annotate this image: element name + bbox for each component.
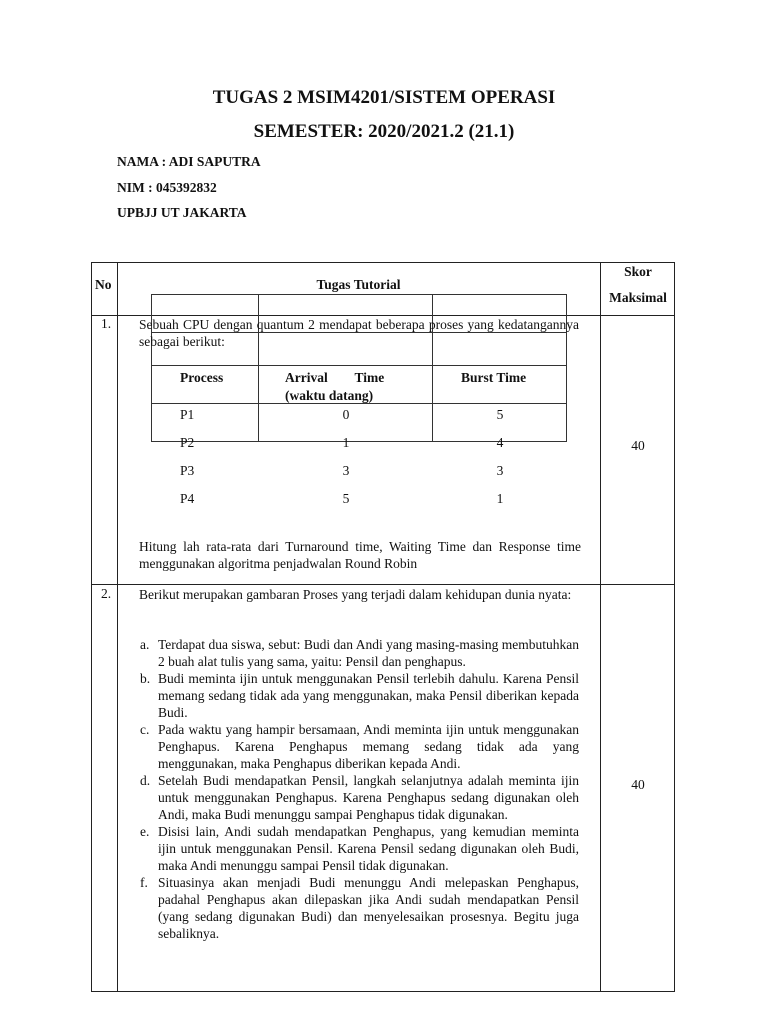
row-number-2: 2. <box>101 586 112 601</box>
process-cell: P2 <box>180 435 195 450</box>
scenario-list <box>136 636 579 942</box>
document-subtitle-semester: SEMESTER: 2020/2021.2 (21.1) <box>253 121 515 142</box>
student-name: NAMA : ADI SAPUTRA <box>117 154 261 169</box>
question-1-intro: Sebuah CPU dengan quantum 2 mendapat beberapa proses yang kedatangannya sebagai berikut: <box>139 317 579 349</box>
question-1-task: Hitung lah rata-rata dari Turnaround time, Waiting Time dan Response time menggunakan algoritma penjadwalan Round Robin <box>139 539 581 571</box>
score-row-1: 40 <box>631 438 645 453</box>
burst-cell: 1 <box>496 491 504 506</box>
question-2-intro: Berikut merupakan gambaran Proses yang terjadi dalam kehidupan dunia nyata: <box>139 587 572 602</box>
arrival-cell: 5 <box>342 491 350 506</box>
burst-cell: 3 <box>496 463 504 478</box>
assignment-table <box>91 262 675 992</box>
header-no: No <box>95 277 112 292</box>
student-nim: NIM : 045392832 <box>117 180 217 195</box>
document-title: TUGAS 2 MSIM4201/SISTEM OPERASI <box>212 87 556 108</box>
list-item: c. Pada waktu yang hampir bersamaan, Andi meminta ijin untuk menggunakan Penghapus. Karena Penghapus memang sedang tidak ada yang menggunakan, maka Penghapus diberikan kepada Andi. <box>140 722 579 771</box>
list-item: e. Disisi lain, Andi sudah mendapatkan Penghapus, yang kemudian meminta ijin untuk menggunakan Pensil. Karena Pensil sedang digunakan oleh Budi, maka Andi menunggu sampai Pensil tidak digunakan. <box>140 824 579 873</box>
process-table-header-arrival-sub: (waktu datang) <box>285 388 374 403</box>
student-upbjj: UPBJJ UT JAKARTA <box>117 205 247 220</box>
header-maksimal: Maksimal <box>609 290 667 305</box>
arrival-cell: 0 <box>342 407 350 422</box>
process-table-header-process: Process <box>180 370 224 385</box>
row-number-1: 1. <box>101 316 112 331</box>
score-row-2: 40 <box>631 777 645 792</box>
process-table-header-arrival: Arrival Time <box>285 370 385 385</box>
list-item: d. Setelah Budi mendapatkan Pensil, langkah selanjutnya adalah meminta ijin untuk menggunakan Penghapus. Karena Penghapus sedang digunakan oleh Andi, maka Budi menunggu sampai Penghapus tidak digunakan. <box>140 773 579 822</box>
column-divider-score <box>600 263 601 991</box>
header-tugas-tutorial: Tugas Tutorial <box>316 277 401 292</box>
process-table-header-burst: Burst Time <box>461 370 527 385</box>
list-item: a. Terdapat dua siswa, sebut: Budi dan Andi yang masing-masing membutuhkan 2 buah alat tulis yang sama, yaitu: Pensil dan penghapus. <box>140 637 579 669</box>
process-cell: P4 <box>180 491 195 506</box>
burst-cell: 5 <box>496 407 504 422</box>
arrival-cell: 1 <box>342 435 350 450</box>
arrival-cell: 3 <box>342 463 350 478</box>
column-divider-no <box>117 263 118 991</box>
process-cell: P3 <box>180 463 195 478</box>
header-skor: Skor <box>624 264 652 279</box>
burst-cell: 4 <box>496 435 504 450</box>
row-divider-1 <box>92 584 674 585</box>
process-cell: P1 <box>180 407 195 422</box>
list-item: b. Budi meminta ijin untuk menggunakan Pensil terlebih dahulu. Karena Pensil memang sedang tidak ada yang menggunakan, maka Pensil diberikan kepada Budi. <box>140 671 579 720</box>
list-item: f. Situasinya akan menjadi Budi menunggu Andi melepaskan Penghapus, padahal Penghapus akan dilepaskan jika Andi sudah mendapatkan Pensil (yang sedang digunakan Budi) dan menyelesaikan prosesnya. Begitu juga sebaliknya. <box>140 875 579 941</box>
